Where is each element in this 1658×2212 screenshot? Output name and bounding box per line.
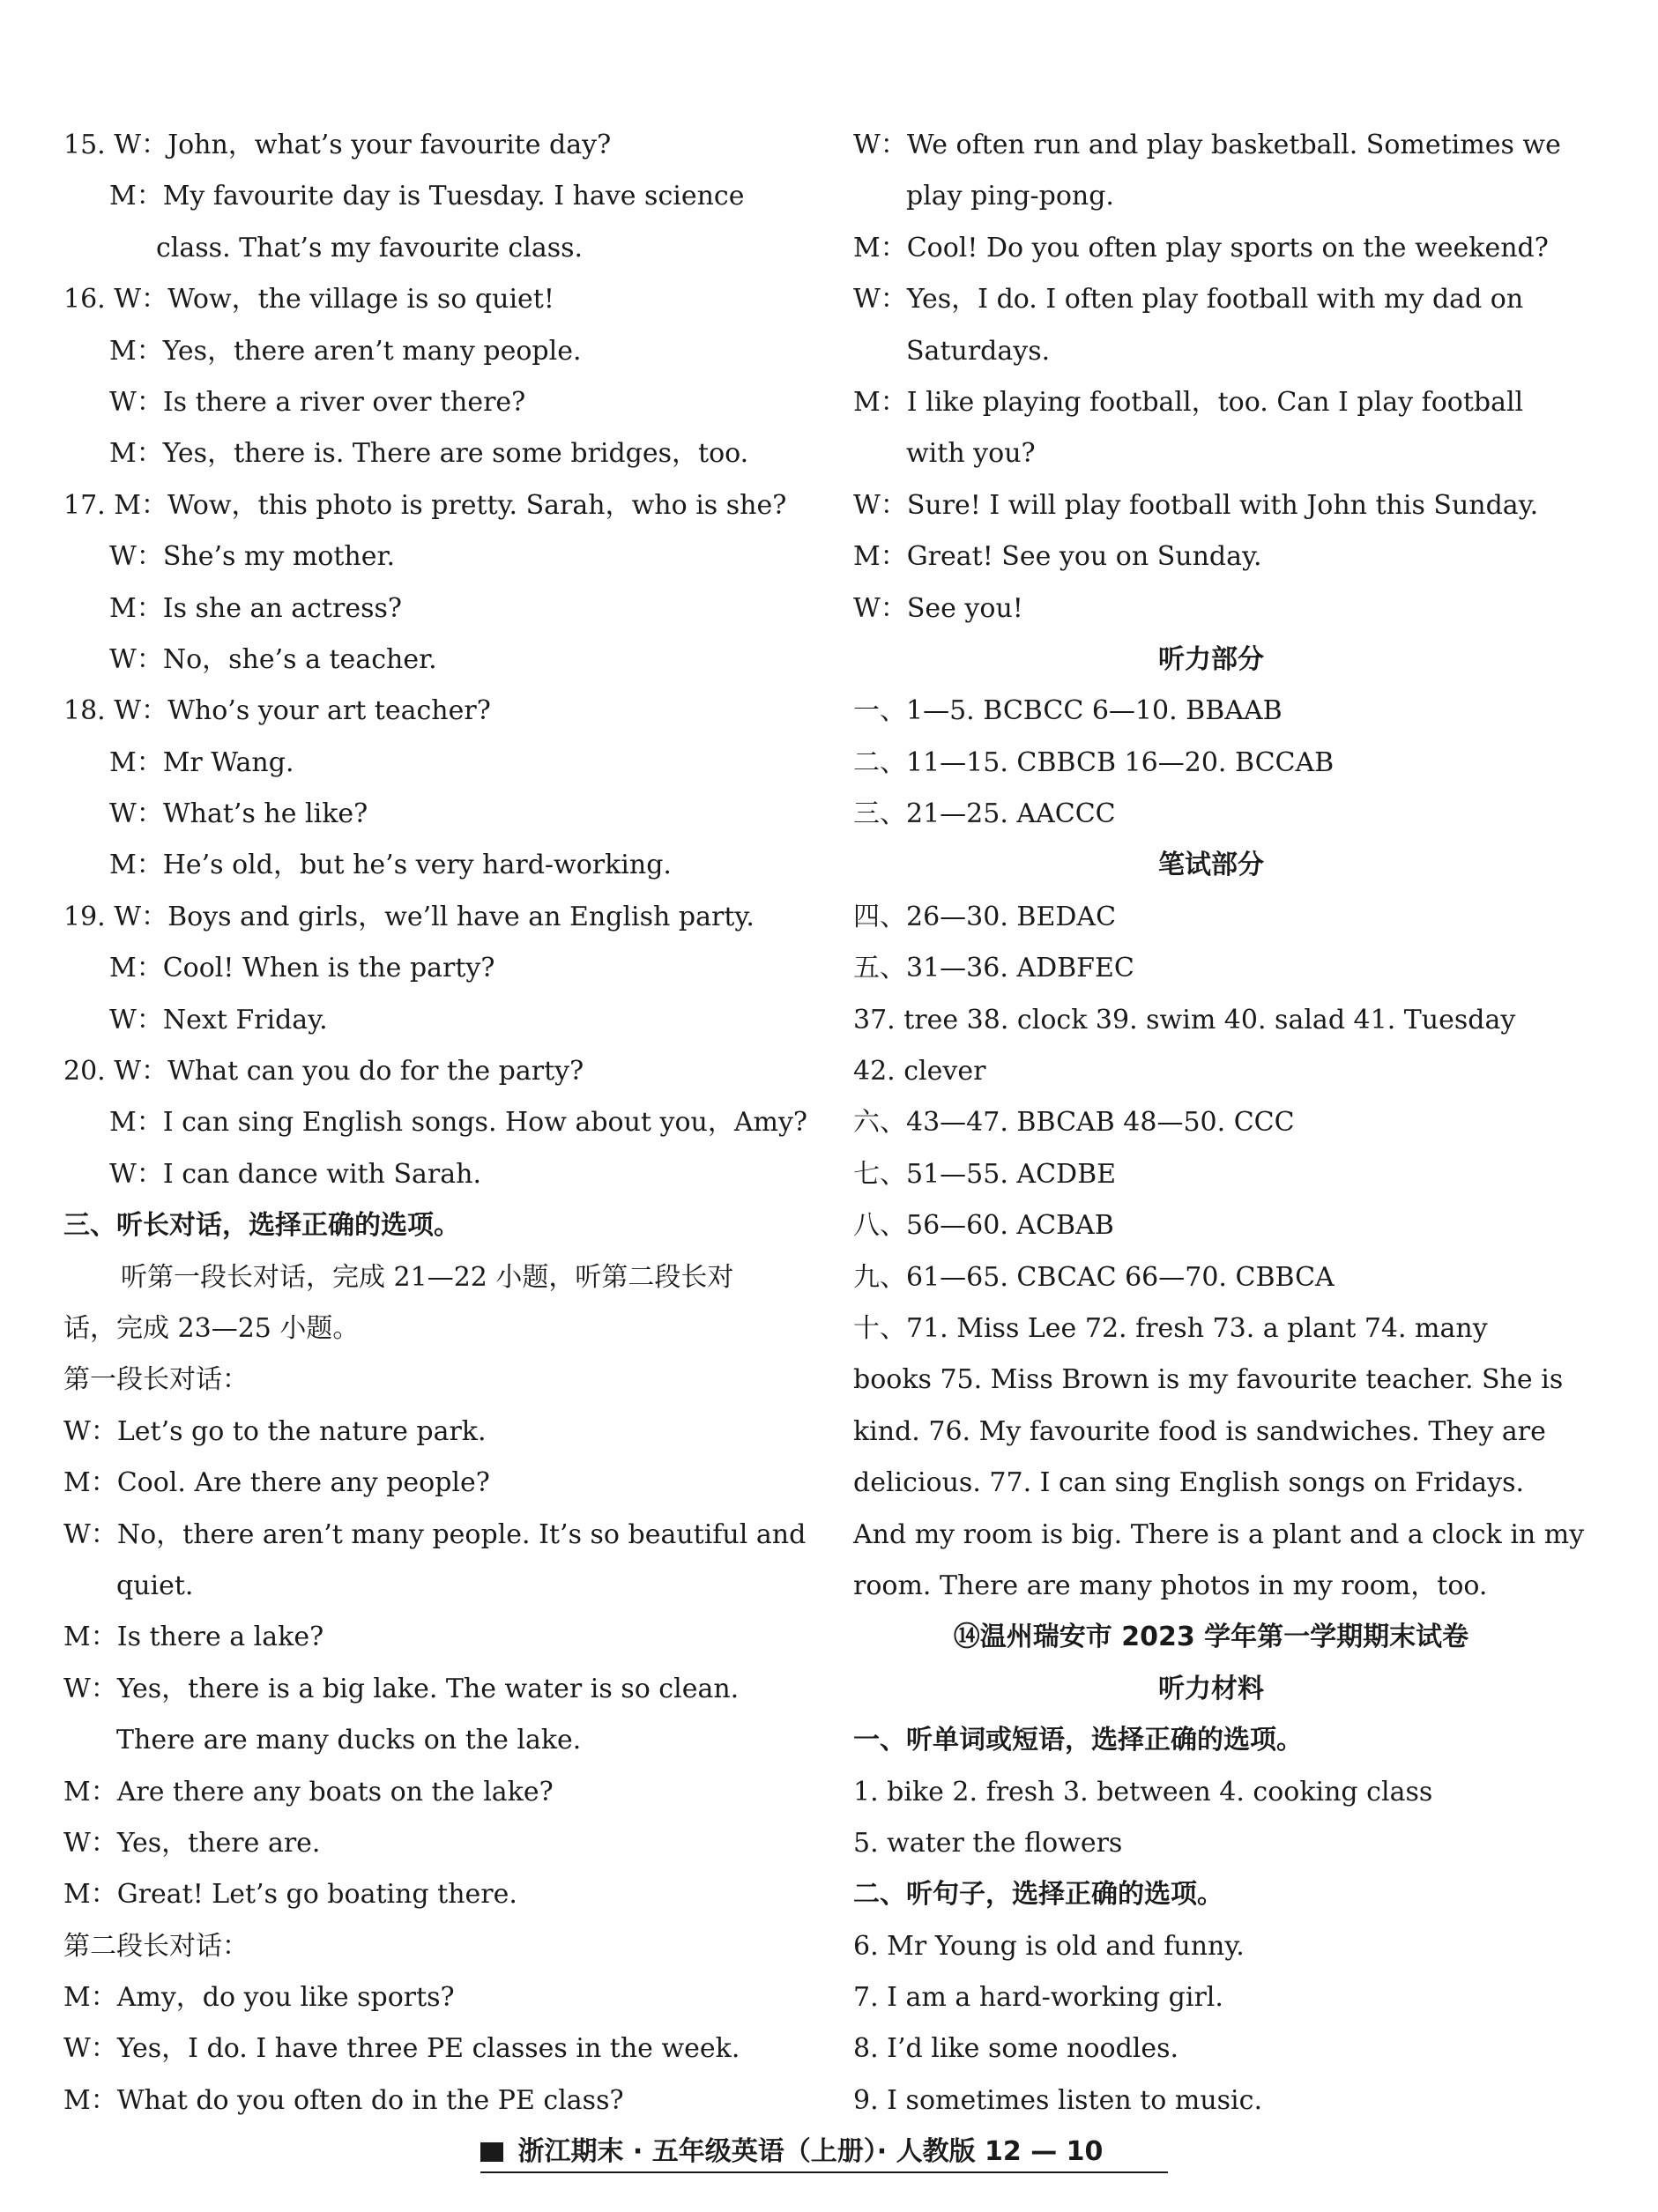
right-text-line: Saturdays. (906, 335, 1051, 367)
left-text-line: M：Are there any boats on the lake? (63, 1776, 554, 1807)
left-text-line: M：What do you often do in the PE class? (63, 2084, 624, 2116)
left-text-line: quiet. (116, 1570, 194, 1601)
right-text-line: 八、56—60. ACBAB (853, 1210, 1114, 1242)
left-text-line: M：He’s old，but he’s very hard-working. (109, 850, 672, 881)
right-text-line: 1. bike 2. fresh 3. between 4. cooking class (853, 1776, 1433, 1807)
left-text-line: W：Yes，there is a big lake. The water is so clean. (63, 1673, 740, 1704)
right-text-line: 笔试部分 (1158, 850, 1264, 881)
right-text-line: play ping-pong. (906, 181, 1114, 212)
left-text-line: W：Yes，I do. I have three PE classes in the week. (63, 2033, 740, 2065)
right-text-line: 9. I sometimes listen to music. (853, 2084, 1262, 2116)
left-text-line: W：I can dance with Sarah. (109, 1158, 481, 1190)
left-text-line: W：Yes，there are. (63, 1827, 321, 1859)
right-text-line: 九、61—65. CBCAC 66—70. CBBCA (853, 1261, 1335, 1293)
right-text-line: room. There are many photos in my room，too. (853, 1570, 1488, 1601)
left-text-line: W：What’s he like? (109, 798, 368, 830)
left-text-line: M：Mr Wang. (109, 746, 294, 778)
left-text-line: M：Cool. Are there any people? (63, 1467, 490, 1499)
right-text-line: 5. water the flowers (853, 1827, 1123, 1859)
right-text-line: M：I like playing football，too. Can I play football (853, 386, 1524, 418)
right-text-line: ⑭温州瑞安市 2023 学年第一学期期末试卷 (953, 1622, 1469, 1653)
left-text-line: M：My favourite day is Tuesday. I have science (109, 181, 745, 212)
left-text-line: M：Is she an actress? (109, 592, 402, 624)
right-text-line: delicious. 77. I can sing English songs on Fridays. (853, 1467, 1525, 1499)
right-text-line: 三、21—25. AACCC (853, 798, 1116, 830)
right-text-line: 一、听单词或短语，选择正确的选项。 (853, 1725, 1303, 1756)
right-text-line: 十、71. Miss Lee 72. fresh 73. a plant 74. many (853, 1312, 1488, 1344)
left-text-line: 三、听长对话，选择正确的选项。 (63, 1210, 460, 1242)
left-text-line: M：Yes，there is. There are some bridges，too. (109, 438, 749, 470)
left-text-line: 15. W：John，what’s your favourite day? (63, 130, 612, 160)
left-text-line: M：Great! Let’s go boating there. (63, 1879, 517, 1911)
left-text-line: 16. W：Wow，the village is so quiet! (63, 284, 554, 315)
left-text-line: 19. W：Boys and girls，we’ll have an English party. (63, 901, 755, 932)
right-text-line: 7. I am a hard-working girl. (853, 1982, 1223, 2014)
right-text-line: 8. I’d like some noodles. (853, 2033, 1179, 2065)
right-text-line: books 75. Miss Brown is my favourite teacher. She is (853, 1364, 1564, 1396)
left-text-line: 听第一段长对话，完成 21—22 小题，听第二段长对 (121, 1261, 734, 1293)
left-text-line: 第二段长对话： (63, 1930, 249, 1962)
right-text-line: And my room is big. There is a plant and a clock in my (853, 1518, 1585, 1550)
left-column (63, 120, 807, 2127)
right-text-line: kind. 76. My favourite food is sandwiches. They are (853, 1415, 1546, 1447)
right-text-line: 一、1—5. BCBCC 6—10. BBAAB (853, 695, 1283, 727)
left-text-line: 17. M：Wow，this photo is pretty. Sarah，who is she? (63, 489, 787, 521)
left-text-line: M：Cool! When is the party? (109, 953, 495, 984)
left-text-line: class. That’s my favourite class. (156, 232, 584, 264)
right-text-line: 听力部分 (1158, 643, 1264, 675)
right-text-line: 二、11—15. CBBCB 16—20. BCCAB (853, 746, 1335, 778)
left-text-line: W：No，she’s a teacher. (109, 643, 437, 675)
right-text-line: M：Cool! Do you often play sports on the weekend? (853, 232, 1549, 264)
left-text-line: M：Yes，there aren’t many people. (109, 335, 582, 367)
left-text-line: W：She’s my mother. (109, 541, 396, 573)
left-text-line: W：Next Friday. (109, 1004, 328, 1035)
footer-rule (480, 2171, 1168, 2173)
right-text-line: W：See you! (853, 592, 1023, 624)
right-column (853, 120, 1585, 2127)
page-footer (480, 2131, 1168, 2173)
left-text-line: W：Let’s go to the nature park. (63, 1415, 487, 1447)
left-text-line: W：Is there a river over there? (109, 386, 526, 418)
left-text-line: W：No，there aren’t many people. It’s so beautiful and (63, 1518, 807, 1550)
right-text-line: M：Great! See you on Sunday. (853, 541, 1262, 573)
right-text-line: 听力材料 (1158, 1673, 1264, 1704)
right-text-line: 四、26—30. BEDAC (853, 901, 1117, 932)
footer-title: 浙江期末 · 五年级英语（上册）· 人教版 (517, 2136, 976, 2167)
footer-logo-icon (480, 2142, 503, 2162)
right-text-line: 37. tree 38. clock 39. swim 40. salad 41. Tuesday (853, 1004, 1516, 1035)
right-text-line: 六、43—47. BBCAB 48—50. CCC (853, 1107, 1295, 1139)
left-text-line: M：I can sing English songs. How about you，Amy? (109, 1107, 807, 1139)
right-text-line: 6. Mr Young is old and funny. (853, 1930, 1245, 1962)
right-text-line: 42. clever (853, 1056, 986, 1087)
left-text-line: 第一段长对话： (63, 1364, 249, 1396)
right-text-line: 七、51—55. ACDBE (853, 1158, 1117, 1190)
footer-page-number: 12 — 10 (985, 2136, 1104, 2167)
left-text-line: There are many ducks on the lake. (116, 1725, 582, 1756)
right-text-line: W：Sure! I will play football with John this Sunday. (853, 489, 1539, 521)
left-text-line: M：Amy，do you like sports? (63, 1982, 455, 2014)
right-text-line: W：Yes，I do. I often play football with my dad on (853, 284, 1524, 315)
right-text-line: with you? (906, 438, 1036, 470)
left-text-line: M：Is there a lake? (63, 1622, 324, 1653)
left-text-line: 18. W：Who’s your art teacher? (63, 695, 491, 727)
left-text-line: 20. W：What can you do for the party? (63, 1056, 584, 1087)
right-text-line: W：We often run and play basketball. Sometimes we (853, 130, 1561, 160)
left-text-line: 话，完成 23—25 小题。 (63, 1312, 360, 1344)
right-text-line: 二、听句子，选择正确的选项。 (853, 1879, 1223, 1911)
right-text-line: 五、31—36. ADBFEC (853, 953, 1134, 984)
